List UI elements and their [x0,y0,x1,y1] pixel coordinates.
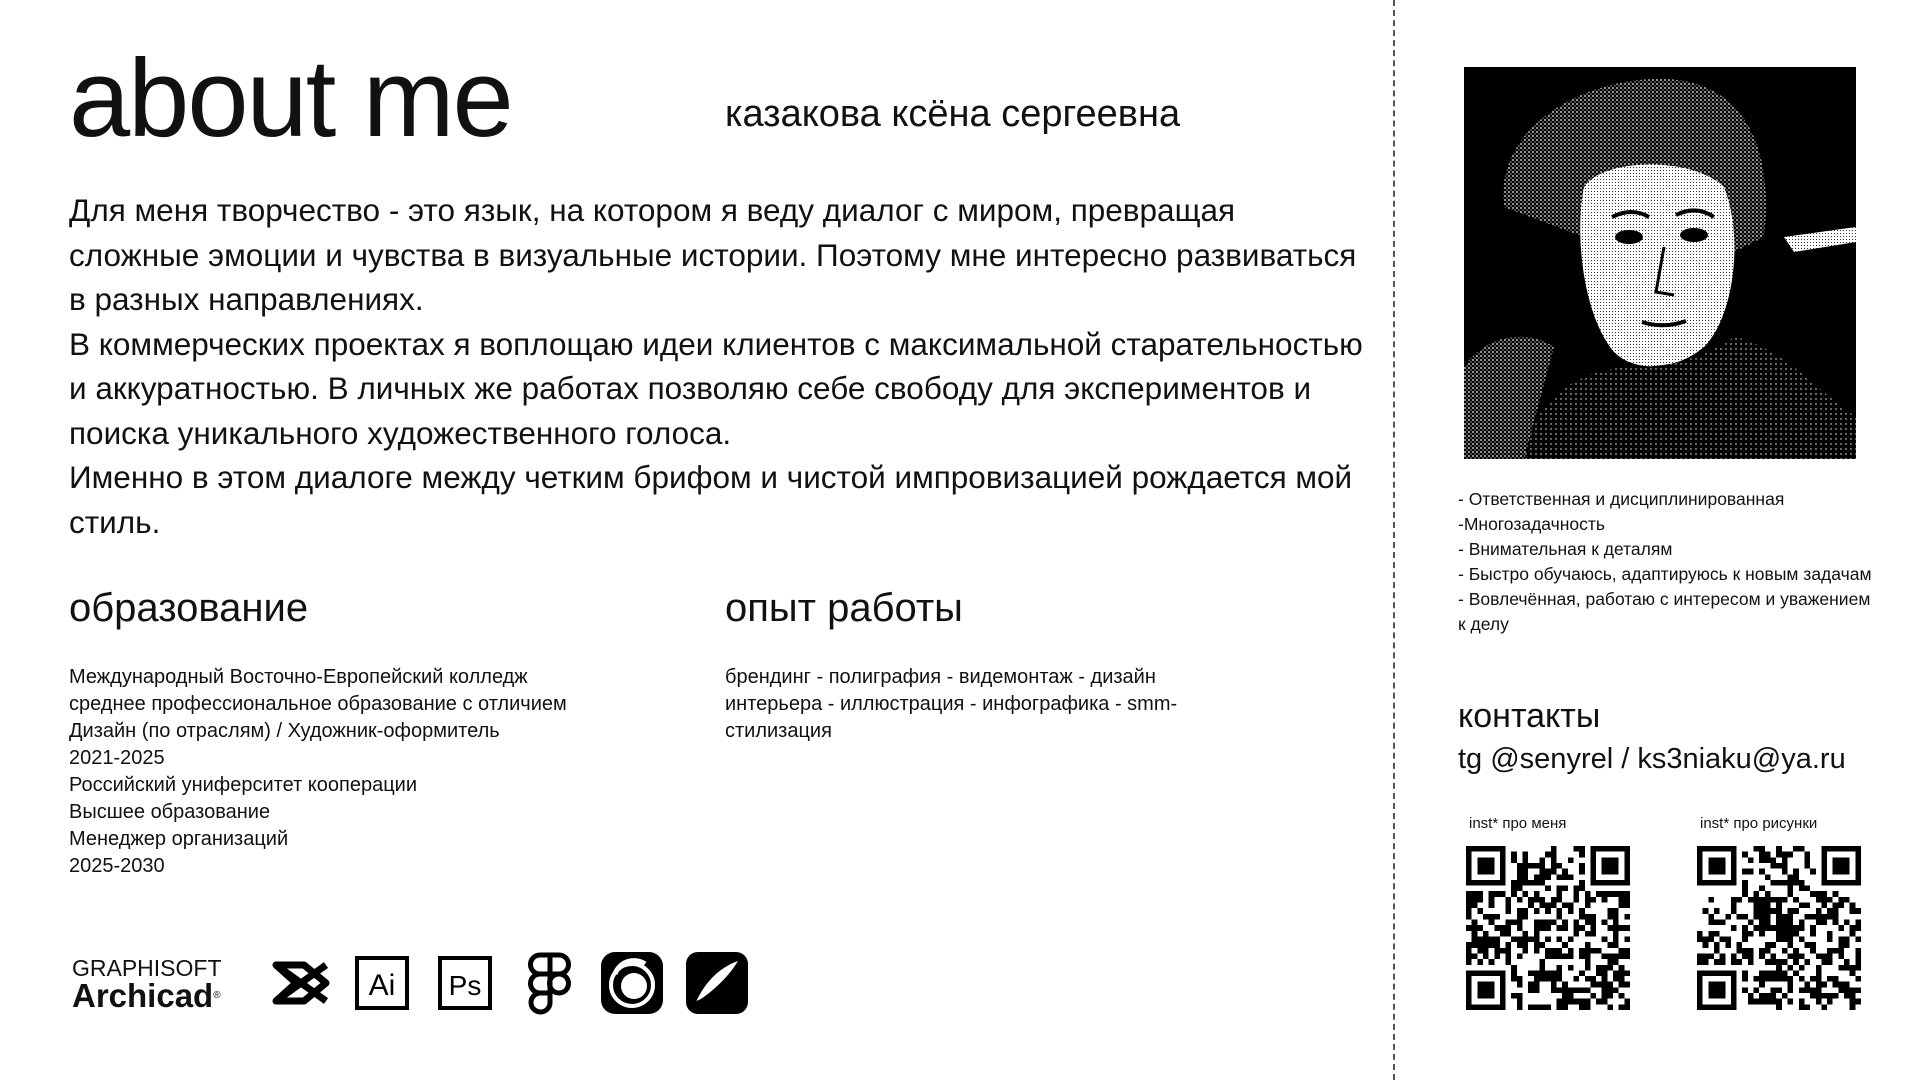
quality-item: - Внимательная к деталям [1458,539,1673,559]
education-line: Высшее образование [69,801,271,823]
education-line: 2025-2030 [69,855,165,877]
procreate-icon [686,952,748,1014]
qr-label-drawings: inst* про рисунки [1700,815,1818,832]
archicad-brand: GRAPHISOFT [72,955,222,981]
about-paragraph: Именно в этом диалоге между четким брифом и чистой импровизацией рождается мой стиль. [69,459,1353,540]
quality-item: - Вовлечённая, работаю с интересом и уважением к делу [1458,589,1871,634]
contacts-value[interactable]: tg @senyrel / ks3niaku@ya.ru [1458,743,1846,775]
registered-mark: ® [213,990,221,1001]
photoshop-icon [438,956,492,1010]
education-line: Международный Восточно-Европейский колледж [69,666,528,688]
quality-item: -Многозадачность [1458,514,1606,534]
experience-line: интерьера - иллюстрация - инфографика - smm- [725,693,1178,715]
experience-heading: опыт работы [725,586,963,630]
portrait-image [1464,67,1856,459]
figma-icon [528,952,572,1016]
experience-line: брендинг - полиграфия - видемонтаж - дизайн [725,666,1156,688]
quality-item: - Быстро обучаюсь, адаптируюсь к новым задачам [1458,564,1872,584]
education-line: Дизайн (по отраслям) / Художник-оформитель [69,720,500,742]
education-line: среднее профессиональное образование с отличием [69,693,567,715]
experience-line: стилизация [725,720,832,742]
contacts-heading: контакты [1458,697,1601,735]
education-line: Российский униферситет кооперации [69,774,417,796]
education-line: Менеджер организаций [69,828,289,850]
experience-list [725,664,1225,745]
illustrator-icon [355,956,409,1010]
column-divider [1393,0,1395,1080]
about-text [69,188,1369,544]
portrait-photo [1464,67,1856,459]
person-name: казакова ксёна сергеевна [725,93,1181,135]
education-line: 2021-2025 [69,747,165,769]
page-title: about me [69,37,512,160]
illustrator-label: Ai [368,969,396,1002]
archicad-name [72,977,250,1014]
qr-code-drawings[interactable] [1697,846,1861,1010]
cinema4d-icon [601,952,663,1014]
qr-code-about[interactable] [1466,846,1630,1010]
archicad-logo [72,956,250,1012]
archicad-name-text: Archicad [72,977,214,1014]
about-paragraph: Для меня творчество - это язык, на котором я веду диалог с миром, превращая сложные эмоции и чувства в визуальные истории. Поэтому мне интересно развиваться в разных направлениях. [69,192,1357,317]
qualities-list [1458,487,1878,637]
qr-label-about: inst* про меня [1469,815,1567,832]
capcut-icon [270,958,332,1008]
about-paragraph: В коммерческих проектах я воплощаю идеи клиентов с максимальной старательностью и аккуратностью. В личных же работах позволяю себе свободу для экспериментов и поиска уникального художественного голоса. [69,325,1363,451]
photoshop-label: Ps [448,970,482,1001]
education-heading: образование [69,586,309,630]
quality-item: - Ответственная и дисциплинированная [1458,489,1785,509]
education-list [69,664,669,880]
